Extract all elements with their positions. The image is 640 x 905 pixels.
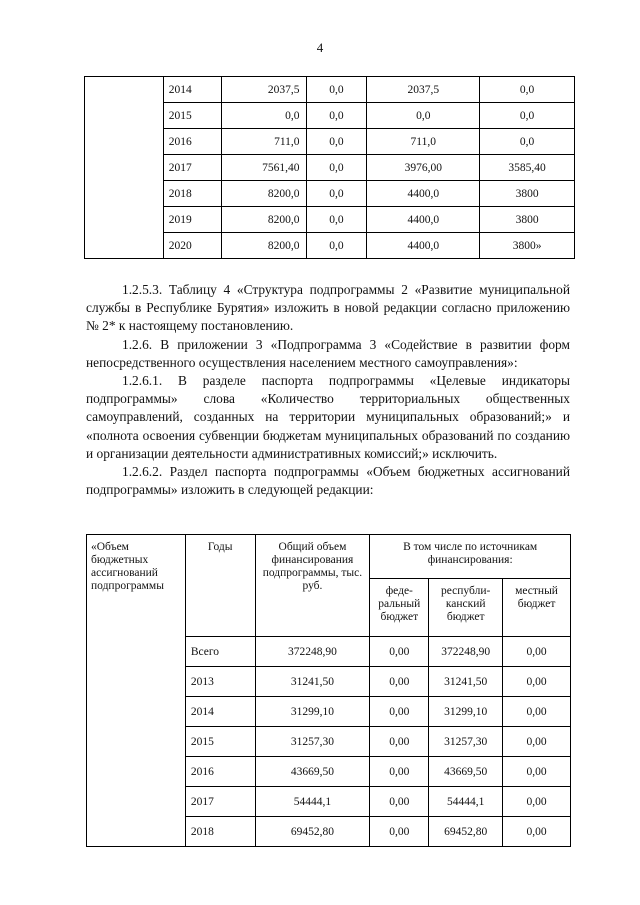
federal-cell: 0,00 [370, 757, 429, 787]
republic-cell: 31299,10 [429, 697, 503, 727]
paragraph-1-2-6-1: 1.2.6.1. В разделе паспорта подпрограммы «Целевые индикаторы подпрограммы» слова «Количество территориальных общественных самоуправлений, созданных на территории муниципальных образований;» и «полнота освоения субвенции бюджетам муниципальных образований по созданию и организации деятельности административных комиссий;» исключить. [86, 373, 570, 461]
federal-cell: 0,00 [370, 697, 429, 727]
republic-cell: 711,0 [367, 129, 480, 155]
republic-cell: 4400,0 [367, 207, 480, 233]
header-local: местный бюджет [503, 579, 571, 637]
total-cell: 8200,0 [221, 233, 306, 259]
total-cell: 54444,1 [255, 787, 370, 817]
republic-cell: 4400,0 [367, 181, 480, 207]
body-text [86, 281, 570, 499]
header-total: Общий объем финансирования подпрограммы, тыс. руб. [255, 535, 370, 637]
year-cell: 2014 [185, 697, 255, 727]
local-cell: 0,0 [480, 77, 575, 103]
total-cell: 2037,5 [221, 77, 306, 103]
local-cell: 0,0 [480, 129, 575, 155]
federal-cell: 0,00 [370, 727, 429, 757]
federal-cell: 0,0 [306, 207, 367, 233]
table-label-cell-empty [85, 77, 164, 259]
year-cell: 2016 [163, 129, 221, 155]
local-cell: 0,0 [480, 103, 575, 129]
republic-cell: 0,0 [367, 103, 480, 129]
republic-cell: 31241,50 [429, 667, 503, 697]
local-cell: 3800» [480, 233, 575, 259]
federal-cell: 0,0 [306, 129, 367, 155]
federal-cell: 0,00 [370, 817, 429, 847]
total-cell: 31257,30 [255, 727, 370, 757]
federal-cell: 0,0 [306, 103, 367, 129]
year-cell: 2015 [163, 103, 221, 129]
republic-cell: 43669,50 [429, 757, 503, 787]
federal-cell: 0,00 [370, 637, 429, 667]
total-cell: 372248,90 [255, 637, 370, 667]
year-cell: 2018 [163, 181, 221, 207]
header-years: Годы [185, 535, 255, 637]
local-cell: 0,00 [503, 697, 571, 727]
federal-cell: 0,0 [306, 181, 367, 207]
local-cell: 0,00 [503, 787, 571, 817]
total-cell: 7561,40 [221, 155, 306, 181]
republic-cell: 3976,00 [367, 155, 480, 181]
budget-allocation-table [86, 534, 571, 847]
republic-cell: 4400,0 [367, 233, 480, 259]
local-cell: 0,00 [503, 727, 571, 757]
total-cell: 8200,0 [221, 207, 306, 233]
local-cell: 3800 [480, 207, 575, 233]
year-cell: 2013 [185, 667, 255, 697]
paragraph-1-2-6-2: 1.2.6.2. Раздел паспорта подпрограммы «Объем бюджетных ассигнований подпрограммы» изложить в следующей редакции: [86, 464, 570, 498]
total-cell: 8200,0 [221, 181, 306, 207]
year-cell: 2020 [163, 233, 221, 259]
table-row [85, 77, 575, 103]
total-cell: 69452,80 [255, 817, 370, 847]
page-number: 4 [316, 40, 324, 55]
republic-cell: 372248,90 [429, 637, 503, 667]
year-cell: 2018 [185, 817, 255, 847]
year-cell: Всего [185, 637, 255, 667]
year-cell: 2017 [163, 155, 221, 181]
federal-cell: 0,0 [306, 77, 367, 103]
total-cell: 43669,50 [255, 757, 370, 787]
year-cell: 2019 [163, 207, 221, 233]
local-cell: 0,00 [503, 667, 571, 697]
local-cell: 0,00 [503, 757, 571, 787]
total-cell: 0,0 [221, 103, 306, 129]
table-header-row [87, 535, 571, 579]
republic-cell: 31257,30 [429, 727, 503, 757]
republic-cell: 2037,5 [367, 77, 480, 103]
year-cell: 2015 [185, 727, 255, 757]
local-cell: 0,00 [503, 637, 571, 667]
header-republic: республи-канский бюджет [429, 579, 503, 637]
federal-cell: 0,00 [370, 667, 429, 697]
year-cell: 2014 [163, 77, 221, 103]
total-cell: 711,0 [221, 129, 306, 155]
total-cell: 31241,50 [255, 667, 370, 697]
row-label-cell: «Объем бюджетных ассигнований подпрограммы [87, 535, 186, 847]
federal-cell: 0,0 [306, 155, 367, 181]
header-federal: феде-ральный бюджет [370, 579, 429, 637]
paragraph-1-2-5-3: 1.2.5.3. Таблицу 4 «Структура подпрограммы 2 «Развитие муниципальной службы в Республике Бурятия» изложить в новой редакции согласно приложению № 2* к настоящему постановлению. [86, 282, 570, 334]
local-cell: 3800 [480, 181, 575, 207]
republic-cell: 69452,80 [429, 817, 503, 847]
republic-cell: 54444,1 [429, 787, 503, 817]
funding-table-continued [84, 76, 575, 259]
federal-cell: 0,0 [306, 233, 367, 259]
local-cell: 3585,40 [480, 155, 575, 181]
year-cell: 2017 [185, 787, 255, 817]
total-cell: 31299,10 [255, 697, 370, 727]
header-sources: В том числе по источникам финансирования: [370, 535, 571, 579]
paragraph-1-2-6: 1.2.6. В приложении 3 «Подпрограмма 3 «Содействие в развитии форм непосредственного осуществления населением местного самоуправления»: [86, 336, 570, 370]
federal-cell: 0,00 [370, 787, 429, 817]
local-cell: 0,00 [503, 817, 571, 847]
year-cell: 2016 [185, 757, 255, 787]
